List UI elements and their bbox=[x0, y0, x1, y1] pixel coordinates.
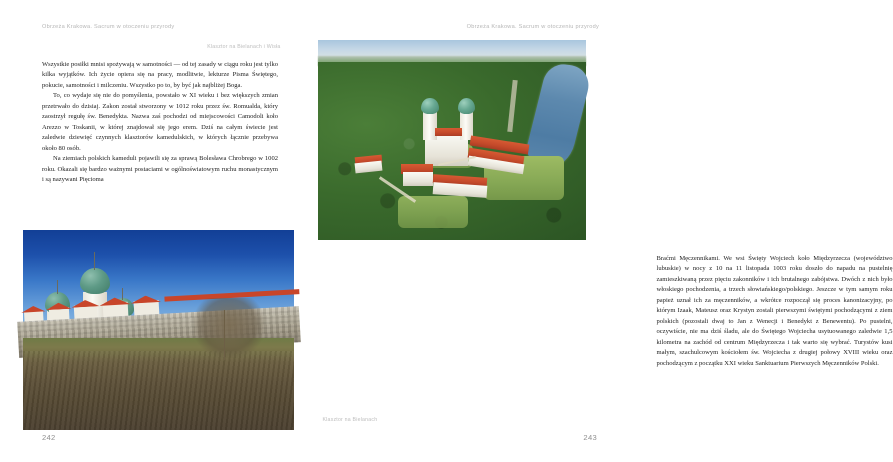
page-number-right: 243 bbox=[583, 433, 597, 442]
photo-spire-center bbox=[94, 252, 95, 270]
photo-roof-church bbox=[435, 128, 462, 136]
paragraph: To, co wydaje się nie do pomyślenia, powstało w XI wieku i bez większych zmian przetrwało do dzisiaj. Zakon został stworzony w 1012 roku przez św. Romualda, który zaostrzył regułę św. Benedykta. Nazwa zaś pochodzi od miejscowości Camodoli koło Arezzo w Toskanii, w której znajdował się jego erem. Dziś na całym świecie jest zaledwie dziewięć czynnych klasztorów kamedulskich, w których łącznie przebywa około 80 osób. bbox=[42, 92, 278, 152]
paragraph: Wszystkie posiłki mnisi spożywają w samotności — od tej zasady w ciągu roku jest tylko kilka wyjątków. Ich życie opiera się na pracy, modlitwie, lekturze Pisma Świętego, pokucie, samotności i milczeniu. Wszystko po to, by być jak najbliżej Boga. bbox=[42, 61, 278, 89]
photo-dome-center bbox=[80, 268, 110, 294]
photo-hermitage-roof bbox=[45, 302, 71, 310]
left-body-text bbox=[42, 60, 278, 185]
monastery-towers-photo bbox=[23, 230, 294, 430]
photo-meadow bbox=[398, 196, 468, 228]
paragraph: Braćmi Męczennikami. We wsi Święty Wojciech koło Międzyrzecza (województwo lubuskie) w nocy z 10 na 11 listopada 1003 roku doszło do napadu na pustelnię zamieszkiwaną przez pięciu zakonników i ich brutalnego zabójstwa. Dwóch z nich było włoskiego pochodzenia, a trzech słowiańskiego/polskiego. Jeszcze w tym samym roku papież uznał ich za męczenników, a wkrótce rozpoczął się proces kanonizacyjny, po którym Izaak, Mateusz oraz Krystyn zostali pierwszymi świętymi pochodzącymi z ziem polskich (pozostali dwaj to Jan z Wenecji i Benedykt z Benewentu). Po pustelni, oczywiście, nie ma dziś śladu, ale do Świętego Wojciecha usytuowanego zaledwie 1,5 kilometra na zachód od centrum Międzyrzecza i tak warto się wybrać. Turystów kusi małym, szachulcowym kościołem św. Wojciecha z drugiej połowy XVIII wieku oraz pochodzącym z początku XXI wieku Sanktuarium Pierwszych Męczenników Polski. bbox=[656, 255, 893, 367]
running-head-left: Obrzeża Krakowa. Sacrum w otoczeniu przyrody bbox=[42, 24, 175, 30]
aerial-monastery-photo bbox=[318, 40, 586, 240]
right-body-text bbox=[657, 254, 893, 369]
page-number-left: 242 bbox=[42, 433, 56, 442]
paragraph: Na ziemiach polskich kameduli pojawili się za sprawą Bolesława Chrobrego w 1002 roku. Okazali się bardzo ważnymi postaciami w ogólnoświatowym ruchu monastycznym i są nazywani Pięcioma bbox=[42, 155, 278, 183]
photo-dome-left bbox=[421, 98, 438, 114]
caption-klasztor-bielany: Klasztor na Bielanach bbox=[322, 417, 378, 423]
photo-spire-left bbox=[57, 280, 58, 294]
photo-bare-tree bbox=[194, 298, 264, 358]
left-page bbox=[0, 0, 318, 462]
running-head-right: Obrzeża Krakowa. Sacrum w otoczeniu przyrody bbox=[466, 24, 599, 30]
caption-klasztor-bielany-wisla: Klasztor na Bielanach i Wisła bbox=[207, 44, 281, 50]
right-page bbox=[318, 0, 893, 462]
photo-tree-trunk bbox=[224, 310, 225, 360]
photo-dome-right bbox=[458, 98, 475, 114]
photo-gatehouse bbox=[403, 172, 432, 186]
